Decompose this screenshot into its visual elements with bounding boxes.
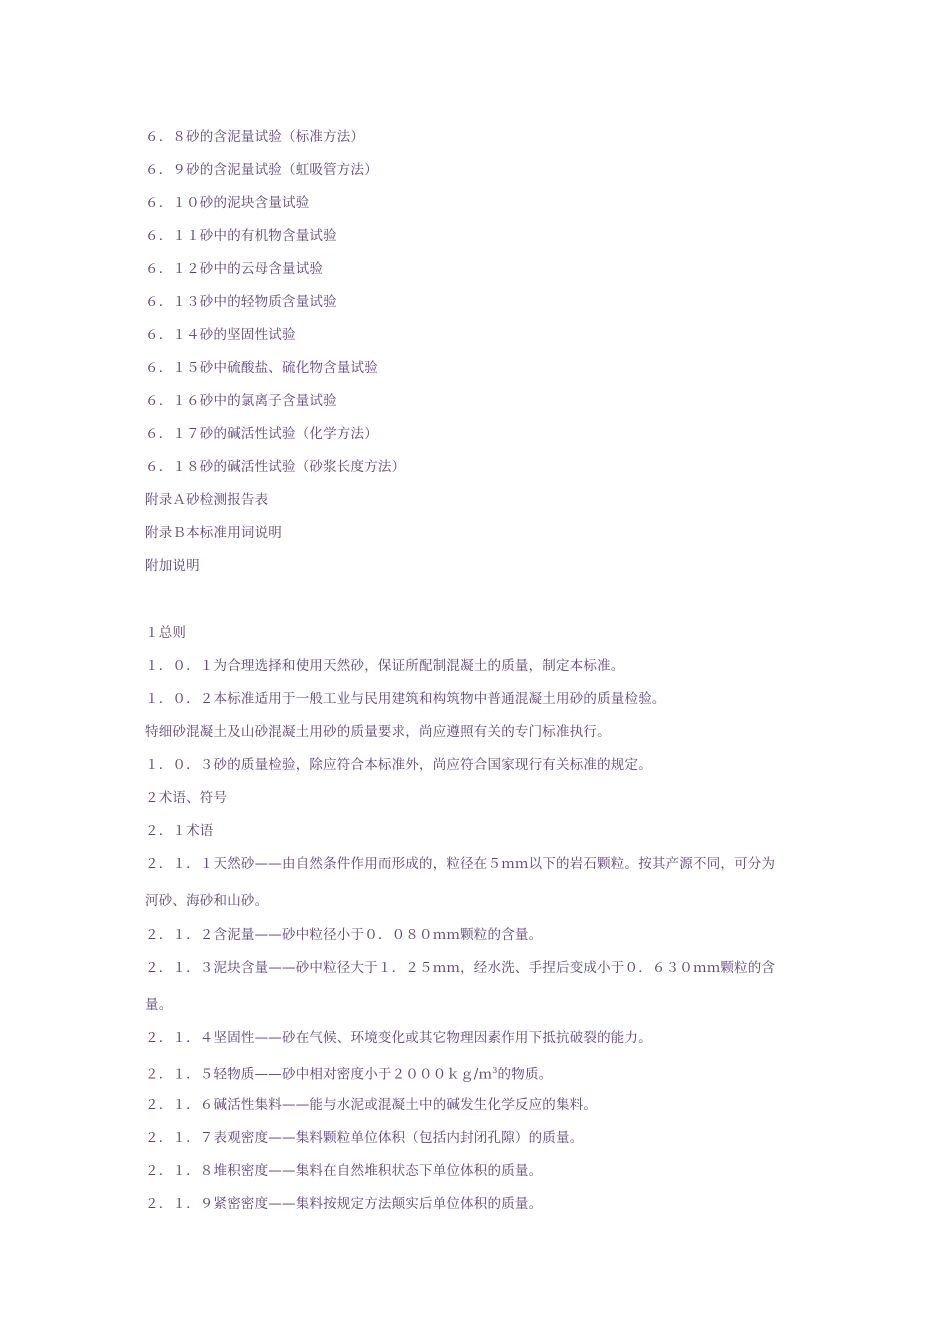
clause-1-0-1: １．０．１为合理选择和使用天然砂，保证所配制混凝土的质量，制定本标准。 [145,658,625,674]
toc-appendix-a: 附录Ａ砂检测报告表 [145,492,269,508]
term-2-1-5-text-end: 的物质。 [497,1066,553,1083]
superscript-exponent: 3 [492,1066,498,1075]
toc-item: ６．１５砂中硫酸盐、硫化物含量试验 [145,360,378,376]
term-2-1-7: ２．１．７表观密度——集料颗粒单位体积（包括内封闭孔隙）的质量。 [145,1130,584,1146]
term-2-1-9: ２．１．９紧密密度——集料按规定方法颠实后单位体积的质量。 [145,1196,543,1212]
toc-item: ６．１８砂的碱活性试验（砂浆长度方法） [145,459,406,475]
clause-1-0-2-continued: 特细砂混凝土及山砂混凝土用砂的质量要求，尚应遵照有关的专门标准执行。 [145,724,611,740]
subsection-heading-terms: ２．１术语 [145,823,214,839]
clause-1-0-2: １．０．２本标准适用于一般工业与民用建筑和构筑物中普通混凝土用砂的质量检验。 [145,691,666,707]
term-2-1-5 [145,1062,552,1084]
toc-additional-note: 附加说明 [145,558,200,574]
section-heading-terms: ２术语、符号 [145,790,228,806]
term-2-1-5-text: ２．１．５轻物质——砂中相对密度小于２０００ｋｇ/ｍ [145,1066,493,1083]
term-2-1-8: ２．１．８堆积密度——集料在自然堆积状态下单位体积的质量。 [145,1163,543,1179]
toc-item: ６．１６砂中的氯离子含量试验 [145,393,337,409]
term-2-1-1-line2: 河砂、海砂和山砂。 [145,893,269,909]
toc-appendix-b: 附录Ｂ本标准用词说明 [145,525,282,541]
toc-item: ６．１２砂中的云母含量试验 [145,261,324,277]
toc-item: ６．１１砂中的有机物含量试验 [145,228,337,244]
toc-item: ６．１０砂的泥块含量试验 [145,195,310,211]
term-2-1-3-line1: ２．１．３泥块含量——砂中粒径大于１．２５ｍｍ，经水洗、手捏后变成小于０．６３０ｍｍ颗粒的含 [145,960,776,976]
toc-item: ６．１３砂中的轻物质含量试验 [145,294,337,310]
toc-item: ６．１７砂的碱活性试验（化学方法） [145,426,378,442]
term-2-1-1-line1: ２．１．１天然砂——由自然条件作用而形成的，粒径在５ｍｍ以下的岩石颗粒。按其产源不同，可分为 [145,856,776,872]
toc-item: ６．９砂的含泥量试验（虹吸管方法） [145,162,378,178]
toc-item: ６．８砂的含泥量试验（标准方法） [145,129,365,145]
term-2-1-3-line2: 量。 [145,997,173,1013]
term-2-1-6: ２．１．６碱活性集料——能与水泥或混凝土中的碱发生化学反应的集料。 [145,1097,598,1113]
clause-1-0-3: １．０．３砂的质量检验，除应符合本标准外，尚应符合国家现行有关标准的规定。 [145,757,652,773]
term-2-1-2: ２．１．２含泥量——砂中粒径小于０．０８０ｍｍ颗粒的含量。 [145,927,543,943]
toc-item: ６．１４砂的坚固性试验 [145,327,296,343]
term-2-1-4: ２．１．４坚固性——砂在气候、环境变化或其它物理因素作用下抵抗破裂的能力。 [145,1030,652,1046]
section-heading-general: １总则 [145,625,187,641]
